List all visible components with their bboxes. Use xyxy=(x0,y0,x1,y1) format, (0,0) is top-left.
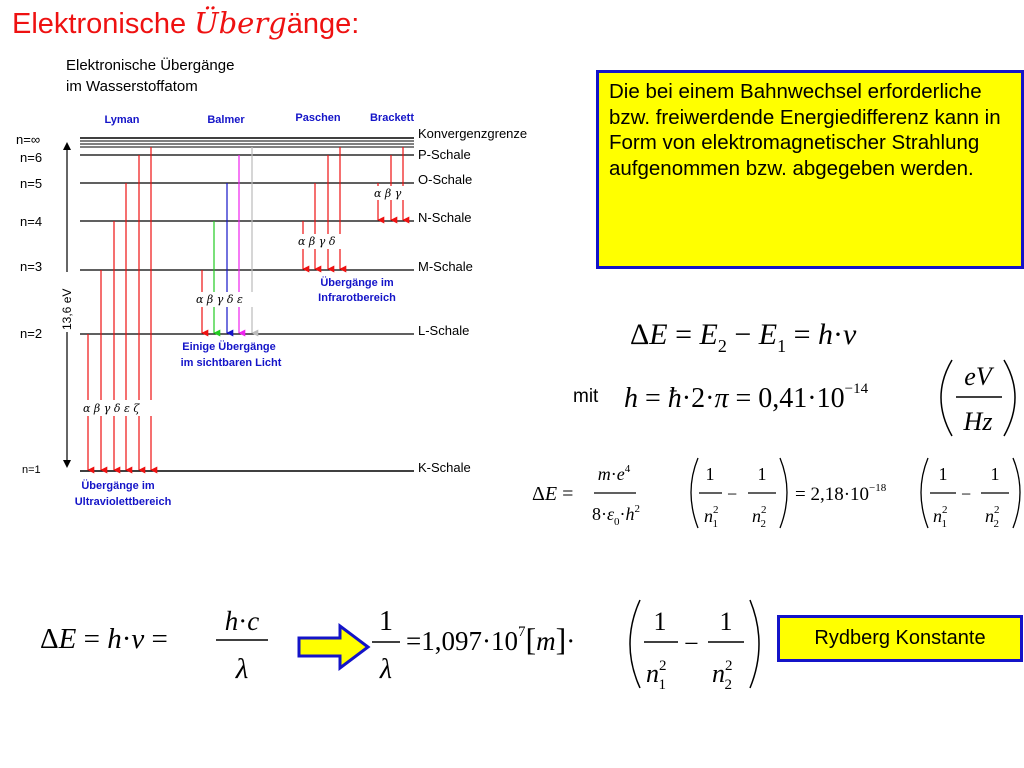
implies-arrow-shape xyxy=(299,626,368,668)
bohr-numerator: $m\cdot e^4$ xyxy=(597,463,631,484)
rydberg-frac-1-num: 1 xyxy=(653,607,667,636)
rydberg-constant-box xyxy=(777,615,1023,662)
series-label-balmer: Balmer xyxy=(207,114,245,126)
rydberg-paren-left xyxy=(630,600,640,688)
diagram-heading-2: im Wasserstoffatom xyxy=(66,78,198,95)
rydberg-frac-2-den: $n^2$ 2 xyxy=(712,658,733,693)
formula-planck-constant xyxy=(620,350,1024,445)
paschen-greek: α β γ δ xyxy=(298,235,336,248)
series-label-brackett: Brackett xyxy=(369,112,415,124)
photon-numerator: h·c xyxy=(224,606,260,636)
ir-caption-1: Übergänge im xyxy=(320,277,394,289)
ir-caption-2: Infrarotbereich xyxy=(318,292,396,304)
formula-photon-energy xyxy=(40,598,280,690)
rydberg-lhs-den: λ xyxy=(379,654,393,685)
uv-caption-1: Übergänge im xyxy=(81,480,155,492)
rydberg-paren-right xyxy=(750,600,759,688)
level-n-4: n=4 xyxy=(20,214,43,229)
formula-bohr-energy xyxy=(532,448,1024,536)
lyman-greek: α β γ δ ε ζ xyxy=(83,402,140,415)
formula-planck-text: h = ħ·2·π = $0,41\cdot 10^{-14}$ xyxy=(624,381,869,414)
bohr-paren-1-right xyxy=(780,458,787,528)
bohr-paren-1-left xyxy=(691,458,698,528)
planck-paren-right xyxy=(1004,360,1015,436)
bohr-constant: = $2,18\cdot 10^{-18}$ xyxy=(795,482,887,505)
planck-paren-left xyxy=(941,360,952,436)
title-part-1: Elektronische xyxy=(12,8,195,40)
bohr-frac-2-den: $n^2$ 2 xyxy=(752,504,767,530)
info-box xyxy=(596,70,1024,269)
rydberg-label: Rydberg Konstante xyxy=(814,627,986,649)
level-n-2: n=2 xyxy=(20,326,43,341)
vis-caption-1: Einige Übergänge xyxy=(182,341,276,353)
bohr-paren-2-left xyxy=(921,458,928,528)
mit-label: mit xyxy=(573,386,599,407)
bohr-paren-2-right xyxy=(1013,458,1020,528)
title-part-2: Überg xyxy=(194,6,287,40)
rydberg-frac-1-den: $n^2$ 1 xyxy=(646,658,667,693)
energy-label: 13,6 eV xyxy=(60,288,74,330)
planck-unit-numerator: eV xyxy=(964,362,992,391)
shell-label-1: K-Schale xyxy=(418,460,471,475)
bohr-lhs: ΔE = xyxy=(532,483,574,505)
shell-label-4: N-Schale xyxy=(418,210,472,225)
bohr-frac-1-den: $n^2$ 1 xyxy=(704,504,719,530)
level-n-inf: n=∞ xyxy=(16,132,41,147)
rydberg-minus: − xyxy=(684,629,699,658)
shell-label-inf: Konvergenzgrenze xyxy=(418,126,528,141)
photon-denominator: λ xyxy=(235,653,249,685)
bohr-frac-2-num: 1 xyxy=(757,464,767,484)
shell-label-3: M-Schale xyxy=(418,259,473,274)
bohr-minus-1: − xyxy=(727,484,738,504)
shell-label-2: L-Schale xyxy=(418,323,470,338)
vis-caption-2: im sichtbaren Licht xyxy=(180,357,282,369)
level-n-5: n=5 xyxy=(20,176,43,191)
implies-arrow-icon xyxy=(296,622,372,672)
level-n-1: n=1 xyxy=(22,464,41,476)
bohr-frac-4-num: 1 xyxy=(990,464,1000,484)
info-text: Die bei einem Bahnwechsel erforderliche bzw. freiwerdende Energiedifferenz kann in Form von elektromagnetischer Strahlung aufgenommen bzw. abgegeben werden. xyxy=(609,80,1001,180)
rydberg-lhs-num: 1 xyxy=(379,606,393,637)
level-n-3: n=3 xyxy=(20,259,43,274)
diagram-heading-1: Elektronische Übergänge xyxy=(66,57,235,74)
photon-lhs: ΔE = h·ν = xyxy=(40,623,168,655)
shell-label-6: P-Schale xyxy=(418,147,471,162)
bohr-frac-1-num: 1 xyxy=(705,464,715,484)
planck-unit-denominator: Hz xyxy=(963,407,993,436)
bohr-frac-4-den: $n^2$ 2 xyxy=(985,504,1000,530)
series-label-paschen: Paschen xyxy=(295,112,341,124)
title-part-3: änge: xyxy=(286,8,360,40)
brackett-greek: α β γ xyxy=(374,187,402,200)
bohr-frac-3-den: $n^2$ 1 xyxy=(933,504,948,530)
formula-energy-difference-text: $\Delta E = E_2 - E_1 = h\cdot\nu$ xyxy=(630,318,857,356)
bohr-minus-2: − xyxy=(961,484,972,504)
bohr-denominator: $8\cdot\varepsilon_0\cdot h^2$ xyxy=(591,503,641,528)
uv-caption-2: Ultraviolettbereich xyxy=(74,496,172,508)
formula-rydberg xyxy=(368,594,768,694)
rydberg-constant: $=1,097\cdot 10^7[m]\cdot$ xyxy=(406,621,576,657)
shell-label-5: O-Schale xyxy=(418,172,473,187)
level-n-6: n=6 xyxy=(20,150,43,165)
balmer-greek: α β γ δ ε xyxy=(196,293,243,306)
energy-level-diagram xyxy=(0,0,600,520)
bohr-frac-3-num: 1 xyxy=(938,464,948,484)
series-label-lyman: Lyman xyxy=(104,114,140,126)
rydberg-frac-2-num: 1 xyxy=(719,607,733,636)
